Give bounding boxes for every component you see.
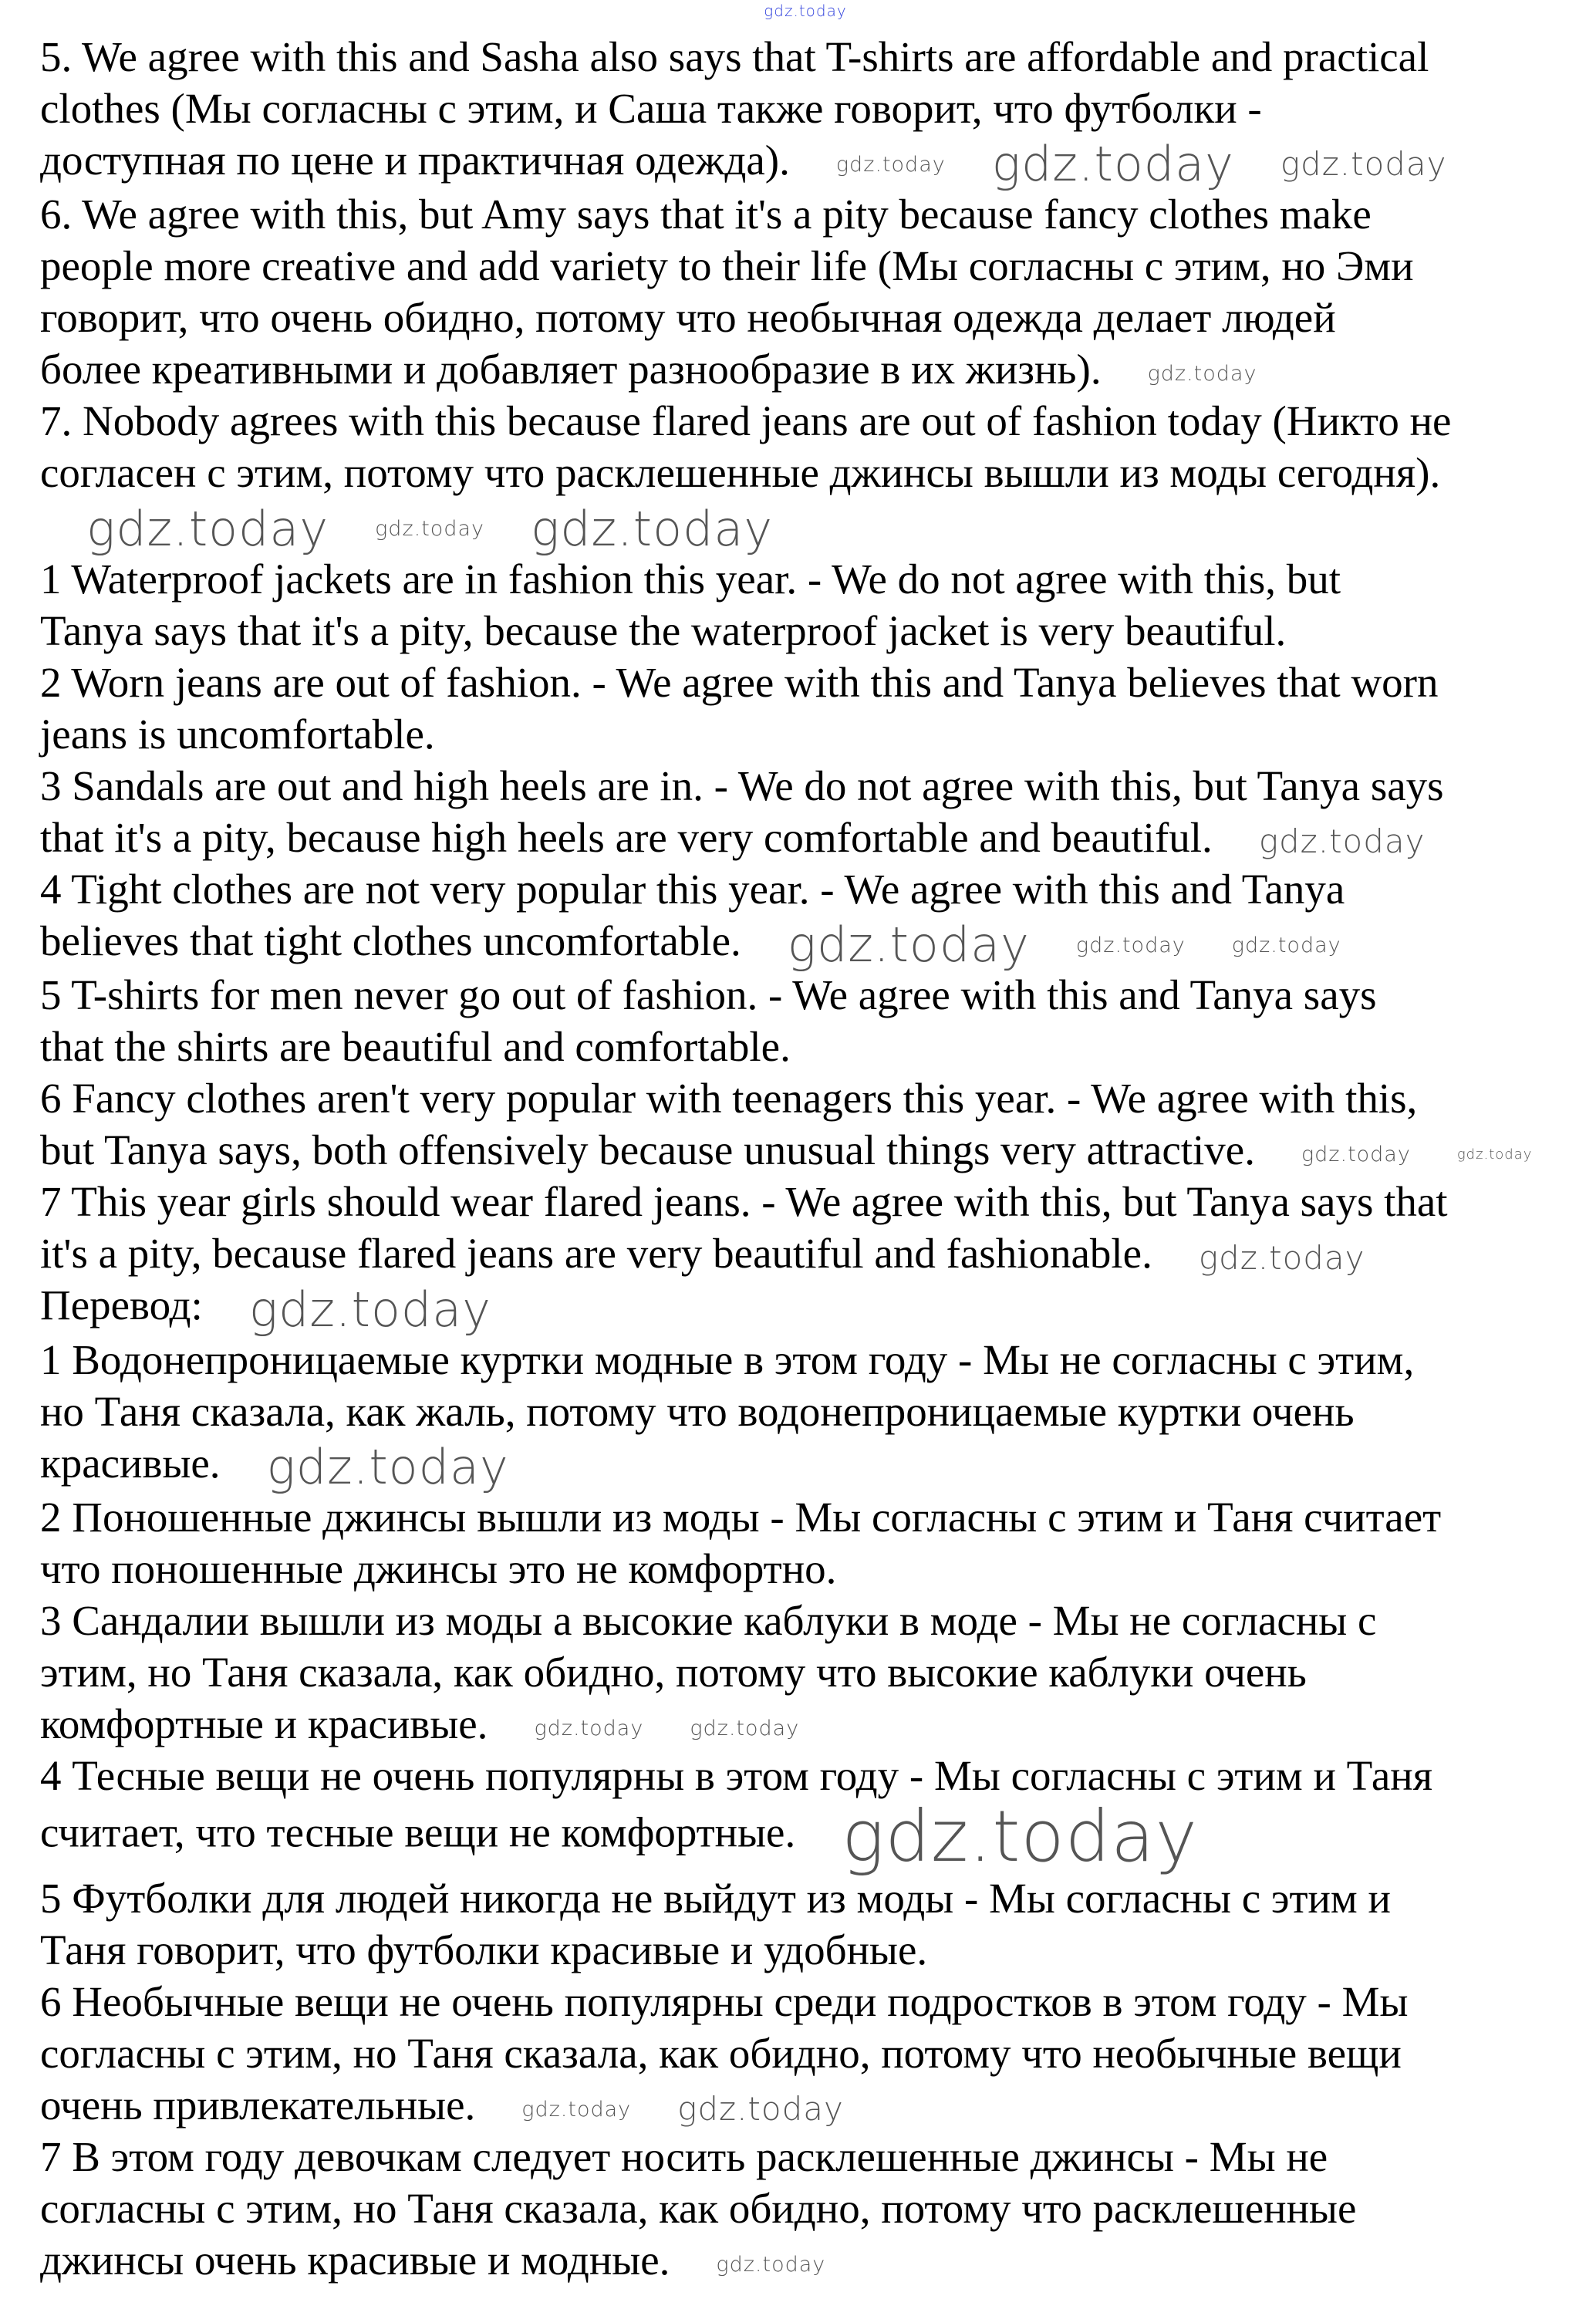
text-line bbox=[40, 760, 1583, 812]
watermark: gdz.today bbox=[764, 2, 847, 20]
watermark: gdz.today bbox=[534, 1716, 644, 1740]
text-line bbox=[40, 83, 1583, 134]
watermark: gdz.today bbox=[716, 2252, 826, 2277]
text-line-content: 5 Футболки для людей никогда не выйдут из моды - Мы согласны с этим и bbox=[40, 1874, 1391, 1922]
text-line bbox=[40, 498, 1583, 557]
text-line-content: jeans is uncomfortable. bbox=[40, 710, 435, 758]
text-line-content: that the shirts are beautiful and comfortable. bbox=[40, 1023, 791, 1071]
text-line-content: 5. We agree with this and Sasha also says that T-shirts are affordable and practical bbox=[40, 33, 1429, 80]
watermark: gdz.today bbox=[521, 2097, 632, 2122]
text-line bbox=[40, 1227, 1583, 1279]
text-line-content: people more creative and add variety to their life (Мы согласны с этим, но Эми bbox=[40, 242, 1414, 290]
text-line-content: Перевод: bbox=[40, 1281, 203, 1329]
watermark: gdz.today bbox=[1456, 1146, 1533, 1163]
text-line-content: 2 Worn jeans are out of fashion. - We agree with this and Tanya believes that worn bbox=[40, 658, 1439, 706]
text-line bbox=[40, 292, 1583, 343]
text-line-content: 1 Waterproof jackets are in fashion this year. - We do not agree with this, but bbox=[40, 555, 1341, 603]
text-line-content: согласны с этим, но Таня сказала, как обидно, потому что необычные вещи bbox=[40, 2029, 1402, 2077]
text-line bbox=[40, 1698, 1583, 1750]
text-line bbox=[40, 1595, 1583, 1646]
text-line bbox=[40, 188, 1583, 240]
text-line-content: 5 T-shirts for men never go out of fashion. - We agree with this and Tanya says bbox=[40, 971, 1377, 1019]
document-body bbox=[40, 31, 1583, 2286]
watermark: gdz.today bbox=[787, 917, 1030, 974]
text-line-content: clothes (Мы согласны с этим, и Саша также говорит, что футболки - bbox=[40, 85, 1262, 132]
text-line-content: согласен с этим, потому что расклешенные джинсы вышли из моды сегодня). bbox=[40, 449, 1441, 497]
text-line bbox=[40, 1021, 1583, 1072]
watermark: gdz.today bbox=[266, 1438, 509, 1495]
text-line-content: но Таня сказала, как жаль, потому что водонепроницаемые куртки очень bbox=[40, 1387, 1355, 1435]
watermark: gdz.today bbox=[1301, 1143, 1411, 1166]
text-line-content: 7 В этом году девочкам следует носить расклешенные джинсы - Мы не bbox=[40, 2132, 1328, 2180]
watermark: gdz.today bbox=[1075, 933, 1186, 957]
text-line bbox=[40, 2234, 1583, 2286]
text-line bbox=[40, 1491, 1583, 1543]
text-line bbox=[40, 2027, 1583, 2079]
watermark: gdz.today bbox=[1147, 362, 1257, 387]
text-line-content: 7 This year girls should wear flared jeans. - We agree with this, but Tanya says that bbox=[40, 1178, 1448, 1226]
text-line bbox=[40, 1279, 1583, 1338]
text-line-content: it's a pity, because flared jeans are very beautiful and fashionable. bbox=[40, 1230, 1152, 1278]
text-line-content: 1 Водонепроницаемые куртки модные в этом году - Мы не согласны с этим, bbox=[40, 1335, 1415, 1383]
text-line-content: говорит, что очень обидно, потому что необычная одежда делает людей bbox=[40, 294, 1336, 342]
watermark: gdz.today bbox=[1280, 145, 1447, 184]
text-line bbox=[40, 1872, 1583, 1924]
text-line bbox=[40, 969, 1583, 1021]
text-line bbox=[40, 2183, 1583, 2234]
text-line-content: джинсы очень красивые и модные. bbox=[40, 2236, 670, 2284]
text-line bbox=[40, 1176, 1583, 1227]
text-line bbox=[40, 1646, 1583, 1698]
text-line-content: 6. We agree with this, but Amy says that it's a pity because fancy clothes make bbox=[40, 191, 1372, 238]
text-line-content: 3 Сандалии вышли из моды а высокие каблуки в моде - Мы не согласны с bbox=[40, 1596, 1377, 1644]
text-line bbox=[40, 2131, 1583, 2183]
text-line-content: более креативными и добавляет разнообразие в их жизнь). bbox=[40, 346, 1102, 393]
text-line bbox=[40, 708, 1583, 760]
text-line bbox=[40, 1750, 1583, 1801]
text-line-content: believes that tight clothes uncomfortable. bbox=[40, 917, 741, 964]
text-line bbox=[40, 605, 1583, 657]
watermark: gdz.today bbox=[248, 1281, 491, 1338]
text-line bbox=[40, 1334, 1583, 1386]
text-line bbox=[40, 1543, 1583, 1595]
text-line-content: 2 Поношенные джинсы вышли из моды - Мы согласны с этим и Таня считает bbox=[40, 1493, 1442, 1541]
watermark: gdz.today bbox=[677, 2090, 844, 2129]
text-line bbox=[40, 657, 1583, 708]
text-line bbox=[40, 1924, 1583, 1976]
text-line bbox=[40, 553, 1583, 605]
text-line-content: 3 Sandals are out and high heels are in. - We do not agree with this, but Tanya says bbox=[40, 761, 1444, 809]
text-line-content: считает, что тесные вещи не комфортные. bbox=[40, 1808, 796, 1856]
text-line-content: очень привлекательные. bbox=[40, 2081, 476, 2129]
text-line-content: этим, но Таня сказала, как обидно, потому что высокие каблуки очень bbox=[40, 1648, 1307, 1696]
text-line-content: комфортные и красивые. bbox=[40, 1700, 488, 1747]
text-line-content: but Tanya says, both offensively because unusual things very attractive. bbox=[40, 1126, 1255, 1174]
text-line bbox=[40, 395, 1583, 447]
text-line bbox=[40, 31, 1583, 83]
watermark: gdz.today bbox=[835, 152, 946, 177]
text-line bbox=[40, 1072, 1583, 1124]
text-line-content: 7. Nobody agrees with this because flared jeans are out of fashion today (Никто не bbox=[40, 397, 1452, 445]
text-line bbox=[40, 1976, 1583, 2027]
text-line bbox=[40, 1386, 1583, 1437]
text-line bbox=[40, 134, 1583, 193]
text-line bbox=[40, 812, 1583, 863]
text-line bbox=[40, 2079, 1583, 2131]
watermark: gdz.today bbox=[86, 500, 329, 557]
text-line-content: 6 Fancy clothes aren't very popular with teenagers this year. - We agree with this, bbox=[40, 1075, 1418, 1122]
text-line bbox=[40, 1794, 1583, 1878]
text-line bbox=[40, 1437, 1583, 1495]
watermark: gdz.today bbox=[991, 136, 1234, 193]
watermark: gdz.today bbox=[842, 1794, 1198, 1878]
text-line bbox=[40, 447, 1583, 498]
watermark: gdz.today bbox=[690, 1716, 800, 1740]
text-line-content: что поношенные джинсы это не комфортно. bbox=[40, 1544, 837, 1592]
text-line-content: красивые. bbox=[40, 1439, 221, 1487]
text-line-content: Таня говорит, что футболки красивые и удобные. bbox=[40, 1926, 928, 1973]
text-line-content: согласны с этим, но Таня сказала, как обидно, потому что расклешенные bbox=[40, 2184, 1357, 2232]
watermark: gdz.today bbox=[375, 517, 484, 542]
text-line-content: 4 Tight clothes are not very popular this year. - We agree with this and Tanya bbox=[40, 865, 1345, 913]
text-line bbox=[40, 240, 1583, 292]
watermark: gdz.today bbox=[1258, 822, 1426, 861]
text-line bbox=[40, 343, 1583, 395]
text-line bbox=[40, 1124, 1583, 1176]
watermark: gdz.today bbox=[1231, 933, 1341, 957]
text-line bbox=[40, 915, 1583, 974]
watermark: gdz.today bbox=[530, 500, 774, 557]
text-line bbox=[40, 863, 1583, 915]
text-line-content: 4 Тесные вещи не очень популярны в этом году - Мы согласны с этим и Таня bbox=[40, 1751, 1433, 1799]
watermark: gdz.today bbox=[1198, 1238, 1365, 1277]
text-line-content: доступная по цене и практичная одежда). bbox=[40, 137, 790, 184]
text-line-content: that it's a pity, because high heels are very comfortable and beautiful. bbox=[40, 813, 1213, 861]
text-line-content: 6 Необычные вещи не очень популярны среди подростков в этом году - Мы bbox=[40, 1977, 1409, 2025]
text-line-content: Tanya says that it's a pity, because the waterproof jacket is very beautiful. bbox=[40, 606, 1287, 654]
